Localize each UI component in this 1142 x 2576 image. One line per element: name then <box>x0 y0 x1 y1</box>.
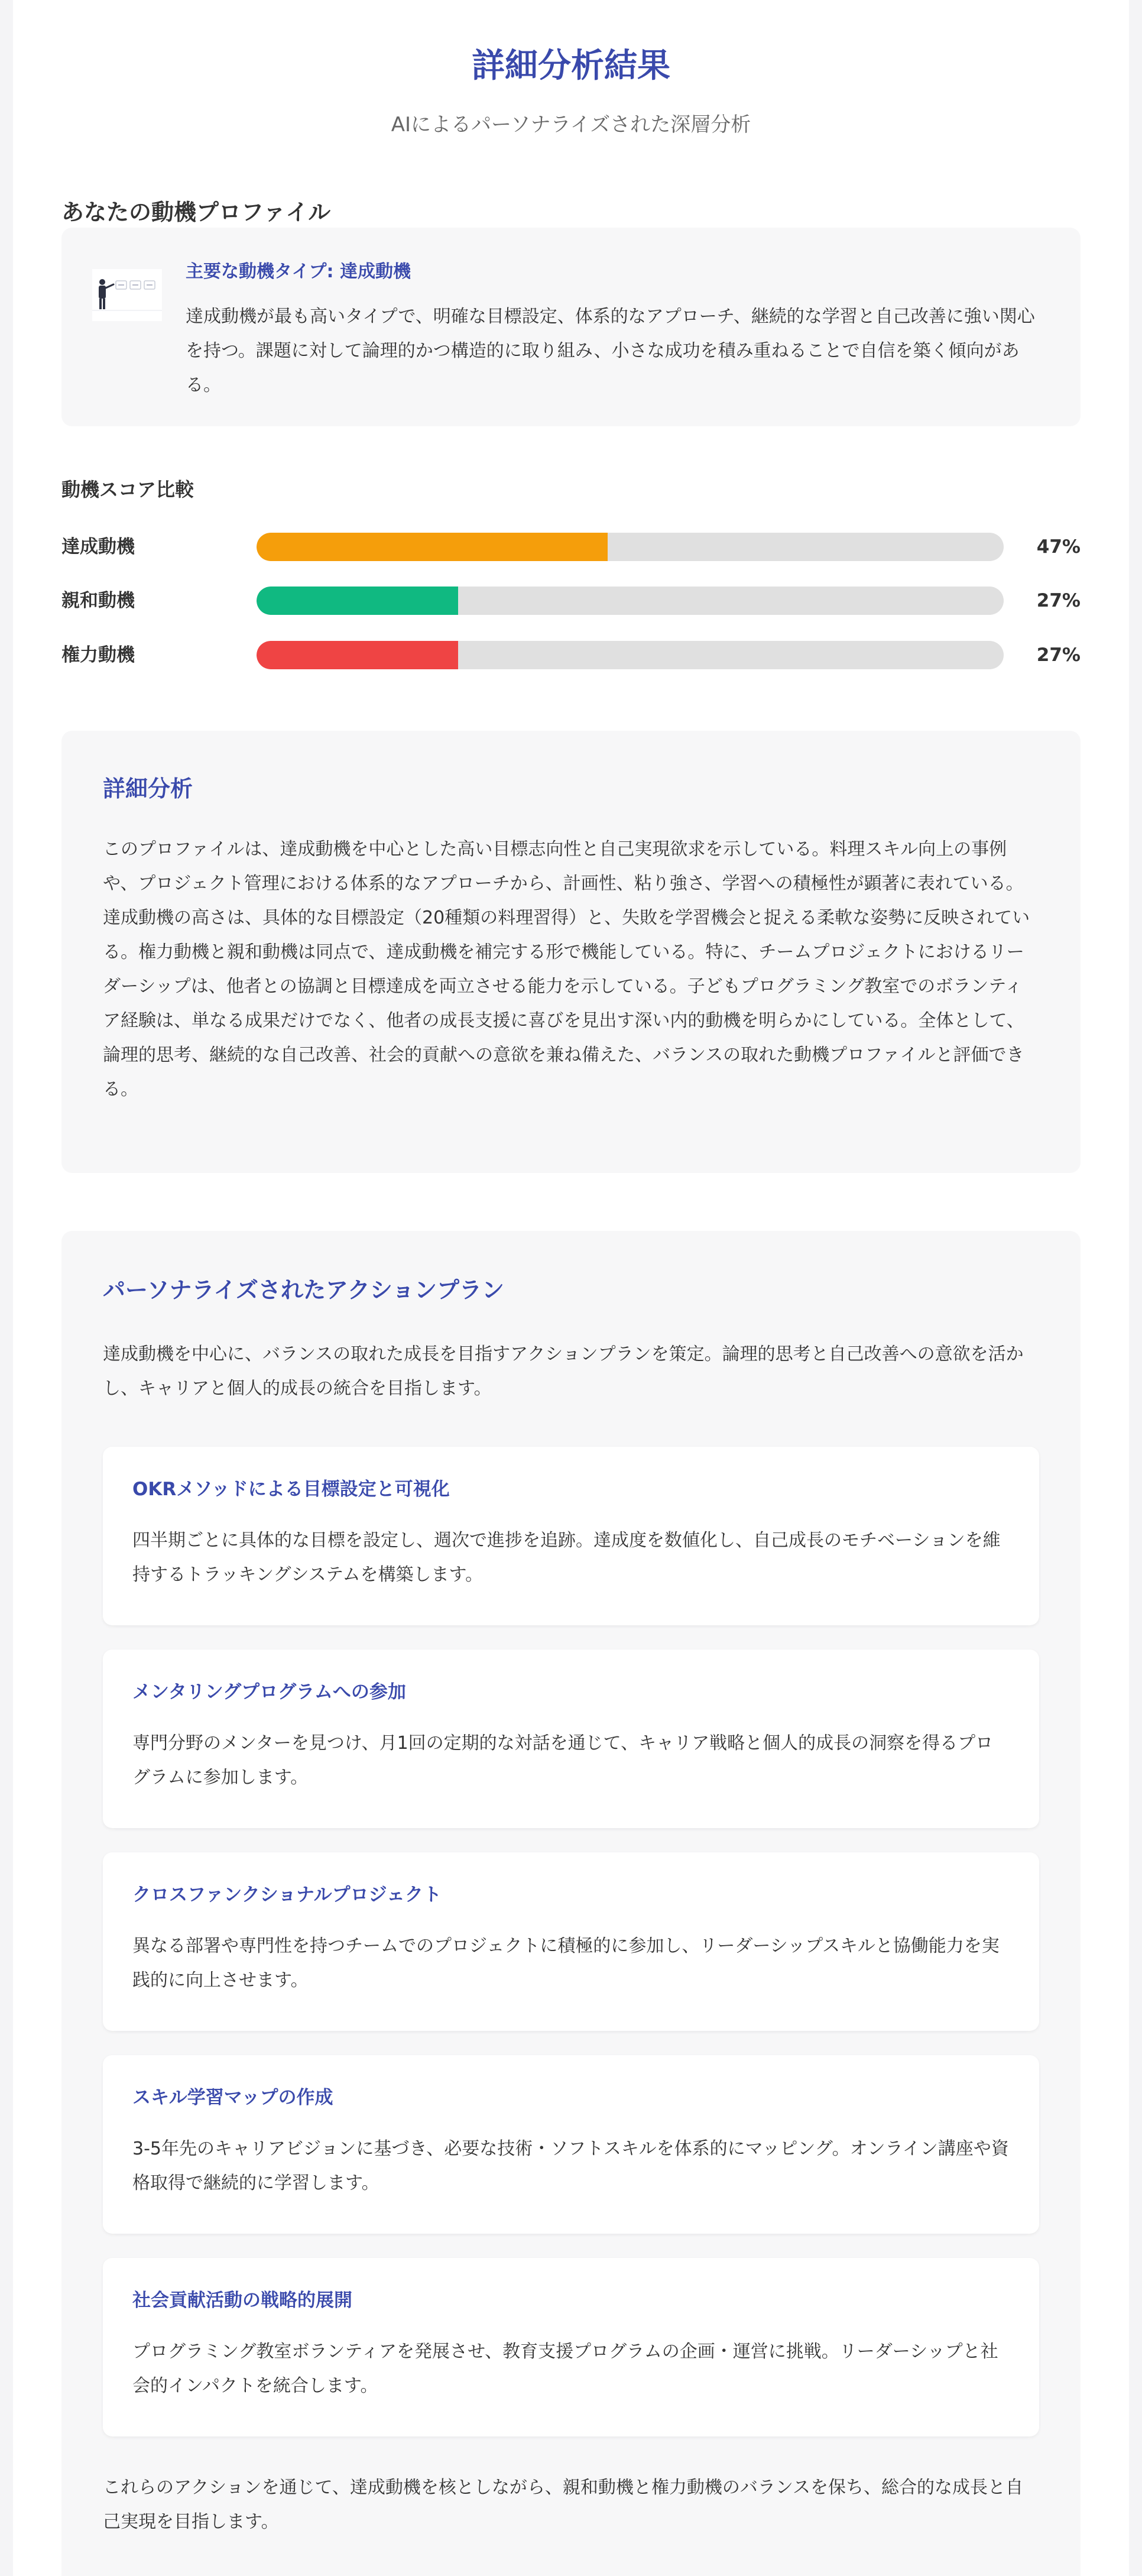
score-bar-track <box>257 533 1004 561</box>
score-value: 47% <box>1036 536 1081 558</box>
profile-card <box>61 228 1081 426</box>
score-bar-fill <box>257 533 608 561</box>
action-plan-closing: これらのアクションを通じて、達成動機を核としながら、親和動機と権力動機のバランスを保ち、総合的な成長と自己実現を目指します。 <box>103 2477 1023 2532</box>
action-plan-title: パーソナライズされたアクションプラン <box>103 1277 505 1303</box>
score-value: 27% <box>1036 644 1081 666</box>
action-item-title: クロスファンクショナルプロジェクト <box>132 1884 442 1906</box>
person-presentation-icon <box>92 269 162 321</box>
action-item-title: OKRメソッドによる目標設定と可視化 <box>132 1479 450 1500</box>
profile-section-title: あなたの動機プロファイル <box>61 199 331 225</box>
action-plan-intro: 達成動機を中心に、バランスの取れた成長を目指すアクションプランを策定。論理的思考と自己改善への意欲を活かし、キャリアと個人的成長の統合を目指します。 <box>103 1344 1024 1399</box>
analysis-title: 詳細分析 <box>103 776 193 802</box>
action-plan-card <box>61 1231 1081 2576</box>
analysis-body: このプロファイルは、達成動機を中心とした高い目標志向性と自己実現欲求を示している。料理スキル向上の事例や、プロジェクト管理における体系的なアプローチから、計画性、粘り強さ、学習への積極性が顕著に表れている。達成動機の高さは、具体的な目標設定（20種類の料理習得）と、失敗を学習機会と捉える柔軟な姿勢に反映されている。権力動機と親和動機は同点で、達成動機を補完する形で機能している。特に、チームプロジェクトにおけるリーダーシップは、他者との協調と目標達成を両立させる能力を示している。子どもプログラミング教室でのボランティア経験は、単なる成果だけでなく、他者の成長支援に喜びを見出す深い内的動機を明らかにしている。全体として、論理的思考、継続的な自己改善、社会的貢献への意欲を兼ね備えた、バランスの取れた動機プロファイルと評価できる。 <box>103 839 1030 1100</box>
score-row-power <box>61 640 1081 670</box>
action-item <box>103 1852 1039 2031</box>
score-label: 親和動機 <box>61 590 135 611</box>
action-item-description: 3-5年先のキャリアビジョンに基づき、必要な技術・ソフトスキルを体系的にマッピング。オンライン講座や資格取得で継続的に学習します。 <box>132 2138 1009 2193</box>
action-item-title: スキル学習マップの作成 <box>132 2087 333 2108</box>
action-item <box>103 1447 1039 1625</box>
motive-type-description: 達成動機が最も高いタイプで、明確な目標設定、体系的なアプローチ、継続的な学習と自己改善に強い関心を持つ。課題に対して論理的かつ構造的に取り組み、小さな成功を積み重ねることで自信を築く傾向がある。 <box>186 306 1035 396</box>
action-item-description: プログラミング教室ボランティアを発展させ、教育支援プログラムの企画・運営に挑戦。リーダーシップと社会的インパクトを統合します。 <box>132 2341 998 2396</box>
motive-type-label: 主要な動機タイプ: 達成動機 <box>186 261 411 282</box>
page-title: 詳細分析結果 <box>472 47 670 85</box>
results-page <box>13 0 1129 2576</box>
score-label: 権力動機 <box>61 644 135 666</box>
action-item <box>103 2258 1039 2436</box>
score-value: 27% <box>1036 590 1081 611</box>
score-bar-track <box>257 587 1004 615</box>
action-item-description: 専門分野のメンターを見つけ、月1回の定期的な対話を通じて、キャリア戦略と個人的成長の洞察を得るプログラムに参加します。 <box>132 1733 994 1788</box>
score-bar-fill <box>257 641 458 669</box>
score-row-achievement <box>61 532 1081 562</box>
score-bar-track <box>257 641 1004 669</box>
score-row-affiliation <box>61 585 1081 616</box>
detailed-analysis-card <box>61 731 1081 1173</box>
score-bar-fill <box>257 587 458 615</box>
action-item <box>103 1650 1039 1828</box>
action-item <box>103 2055 1039 2234</box>
action-item-description: 異なる部署や専門性を持つチームでのプロジェクトに積極的に参加し、リーダーシップスキルと協働能力を実践的に向上させます。 <box>132 1936 1000 1991</box>
action-item-title: 社会貢献活動の戦略的展開 <box>132 2290 352 2311</box>
action-item-title: メンタリングプログラムへの参加 <box>132 1681 406 1703</box>
score-label: 達成動機 <box>61 536 135 558</box>
score-comparison-title: 動機スコア比較 <box>61 478 194 501</box>
action-item-description: 四半期ごとに具体的な目標を設定し、週次で進捗を追跡。達成度を数値化し、自己成長のモチベーションを維持するトラッキングシステムを構築します。 <box>132 1530 1001 1585</box>
page-subtitle: AIによるパーソナライズされた深層分析 <box>391 113 751 137</box>
